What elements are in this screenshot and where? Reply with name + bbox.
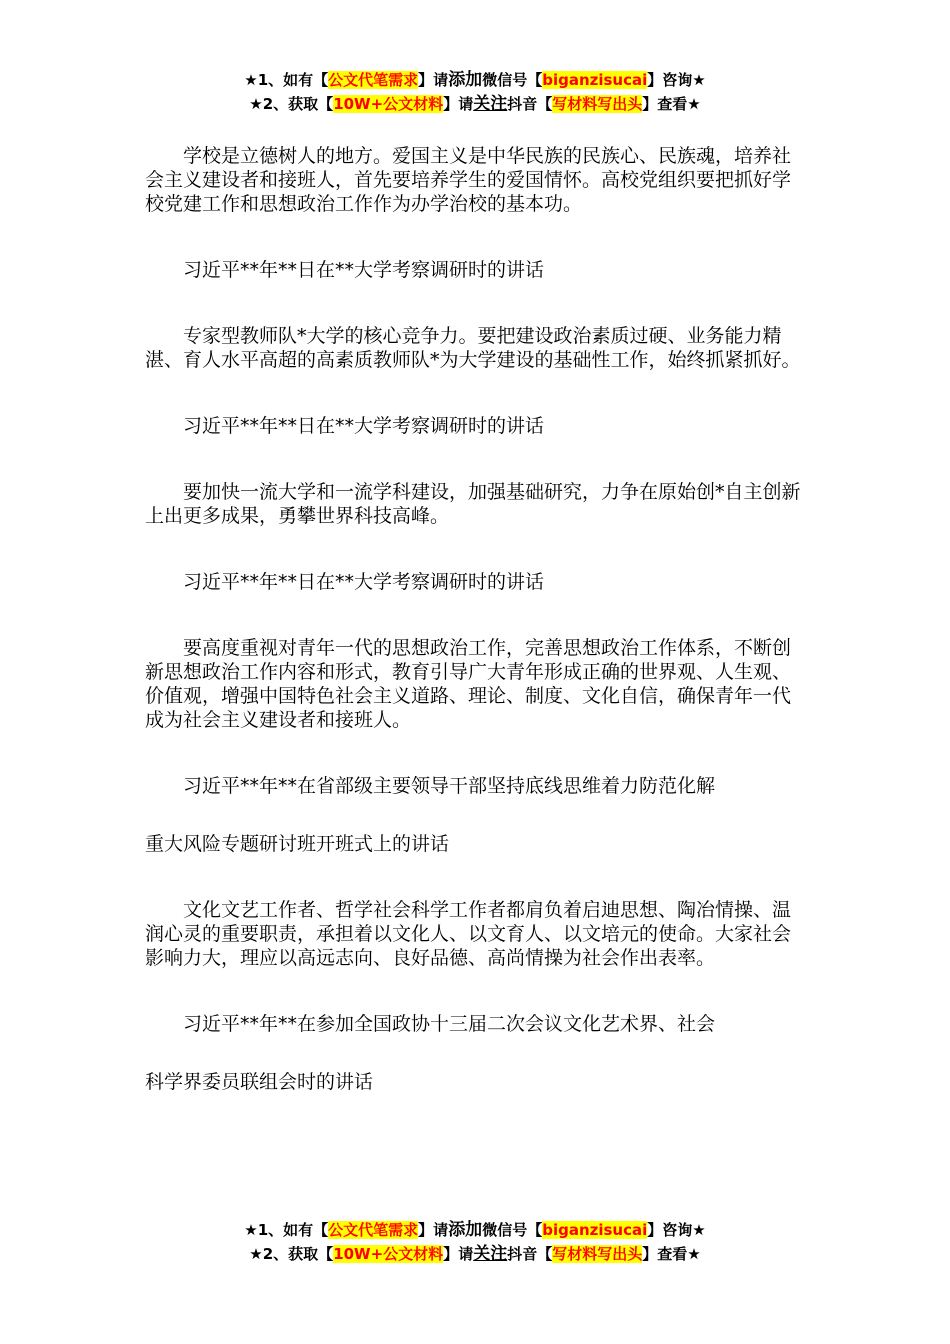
banner-line-1	[0, 1218, 950, 1242]
quote-source: 习近平**年**在参加全国政协十三届二次会议文化艺术界、社会	[183, 1013, 716, 1035]
highlight-service: 公文代笔需求	[328, 71, 419, 89]
banner-line-2	[0, 1242, 950, 1266]
banner-text: 】查看★	[642, 95, 701, 113]
highlight-service: 公文代笔需求	[328, 1221, 419, 1239]
quote-source: 习近平**年**日在**大学考察调研时的讲话	[183, 259, 545, 281]
quote-paragraph: 要加快一流大学和一流学科建设，加强基础研究，力争在原始创*自主创新上出更多成果，勇攀世界科技高峰。	[145, 481, 801, 527]
quote-paragraph: 要高度重视对青年一代的思想政治工作，完善思想政治工作体系，不断创新思想政治工作内容和形式，教育引导广大青年形成正确的世界观、人生观、价值观，增强中国特色社会主义道路、理论、制度、文化自信，确保青年一代成为社会主义建设者和接班人。	[145, 637, 792, 731]
banner-text: 】咨询★	[647, 71, 706, 89]
highlight-wechat-id: biganzisucai	[542, 1221, 648, 1239]
highlight-douyin-account: 写材料写出头	[552, 1245, 643, 1263]
banner-text: 微信号【	[482, 1221, 543, 1239]
banner-emphasis: 添加	[448, 70, 483, 90]
banner-text: 微信号【	[482, 71, 543, 89]
header-banner	[0, 68, 950, 116]
banner-emphasis: 关注	[473, 94, 508, 114]
banner-text: ★2、获取【	[249, 1245, 334, 1263]
highlight-wechat-id: biganzisucai	[542, 71, 648, 89]
banner-text: 】请	[418, 71, 449, 89]
quote-paragraph: 学校是立德树人的地方。爱国主义是中华民族的民族心、民族魂，培养社会主义建设者和接班人，首先要培养学生的爱国情怀。高校党组织要把抓好学校党建工作和思想政治工作作为办学治校的基本功。	[145, 145, 792, 215]
banner-text: 抖音【	[507, 95, 553, 113]
highlight-douyin-account: 写材料写出头	[552, 95, 643, 113]
quote-source-continued: 科学界委员联组会时的讲话	[145, 1071, 374, 1093]
quote-source: 习近平**年**日在**大学考察调研时的讲话	[183, 415, 545, 437]
document-body	[145, 144, 805, 1136]
banner-emphasis: 添加	[448, 1220, 483, 1240]
highlight-materials: 10W+公文材料	[333, 95, 444, 113]
banner-text: ★1、如有【	[244, 71, 329, 89]
banner-text: 】请	[418, 1221, 449, 1239]
banner-line-1	[0, 68, 950, 92]
quote-source: 习近平**年**日在**大学考察调研时的讲话	[183, 571, 545, 593]
banner-line-2	[0, 92, 950, 116]
footer-banner	[0, 1218, 950, 1266]
highlight-materials: 10W+公文材料	[333, 1245, 444, 1263]
banner-text: 】请	[443, 1245, 474, 1263]
quote-paragraph: 文化文艺工作者、哲学社会科学工作者都肩负着启迪思想、陶冶情操、温润心灵的重要职责，承担着以文化人、以文育人、以文培元的使命。大家社会影响力大，理应以高远志向、良好品德、高尚情操为社会作出表率。	[145, 899, 792, 969]
quote-source-continued: 重大风险专题研讨班开班式上的讲话	[145, 833, 450, 855]
banner-text: ★1、如有【	[244, 1221, 329, 1239]
banner-text: 】咨询★	[647, 1221, 706, 1239]
quote-source: 习近平**年**在省部级主要领导干部坚持底线思维着力防范化解	[183, 775, 716, 797]
banner-text: 】请	[443, 95, 474, 113]
banner-text: 抖音【	[507, 1245, 553, 1263]
quote-paragraph: 专家型教师队*大学的核心竞争力。要把建设政治素质过硬、业务能力精湛、育人水平高超的高素质教师队*为大学建设的基础性工作，始终抓紧抓好。	[145, 325, 801, 371]
banner-text: 】查看★	[642, 1245, 701, 1263]
banner-emphasis: 关注	[473, 1244, 508, 1264]
banner-text: ★2、获取【	[249, 95, 334, 113]
